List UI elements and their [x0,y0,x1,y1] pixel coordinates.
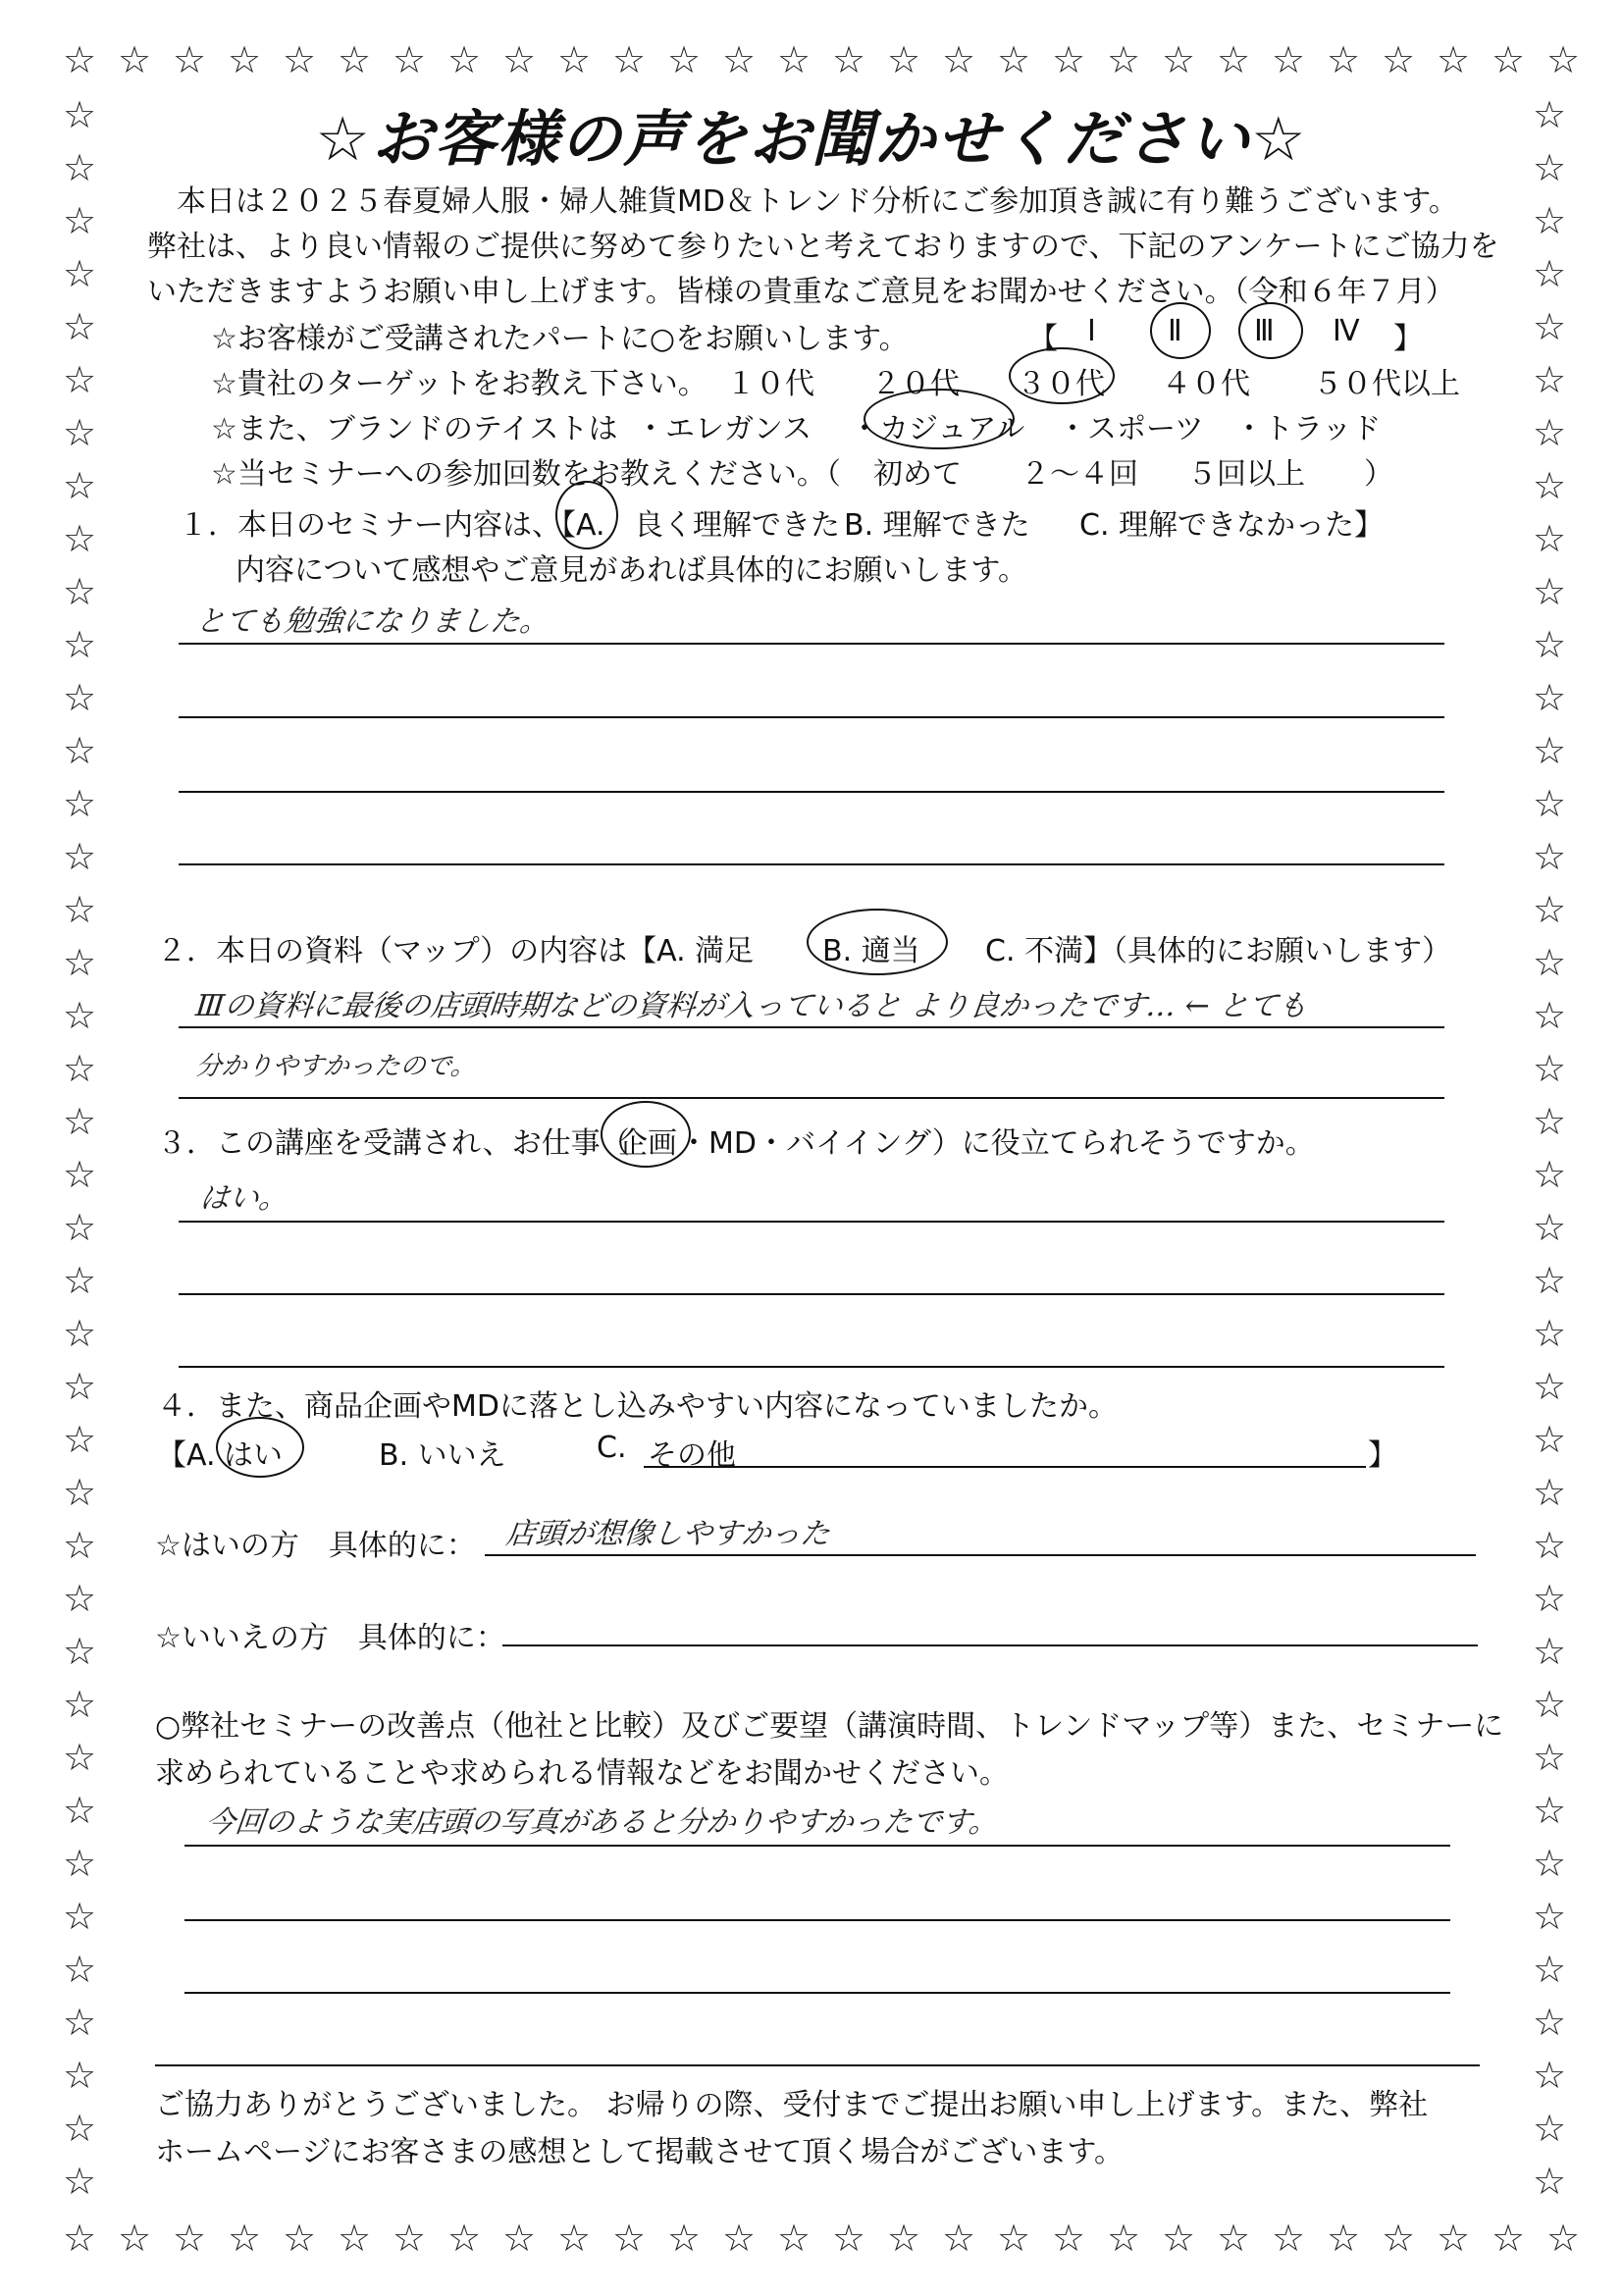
q2-b-circle-mark [807,909,948,975]
border-star: ☆ [447,38,482,81]
border-star: ☆ [63,1789,97,1832]
part-option-1[interactable]: Ⅰ [1087,314,1096,348]
border-star: ☆ [63,252,97,295]
border-star: ☆ [1533,941,1567,984]
border-star: ☆ [63,2217,97,2260]
border-star: ☆ [1533,358,1567,401]
target-30s-circle-mark [1009,347,1115,404]
border-star: ☆ [1437,38,1471,81]
border-star: ☆ [1533,1100,1567,1143]
border-star: ☆ [63,1630,97,1673]
border-star: ☆ [63,1577,97,1620]
q2-answer-1[interactable]: Ⅲの資料に最後の店頭時期などの資料が入っていると より良かったです… ← とても [193,989,1310,1023]
border-star: ☆ [1533,729,1567,772]
border-star: ☆ [63,305,97,348]
intro-line-1: 本日は２０２５春夏婦人服・婦人雑貨MD＆トレンド分析にご参加頂き誠に有り難うございます。 [177,184,1458,219]
border-star: ☆ [63,1895,97,1938]
q1-answer-line-2[interactable] [179,716,1444,718]
border-star: ☆ [667,2217,702,2260]
part-option-4[interactable]: Ⅳ [1333,314,1360,348]
border-star: ☆ [63,888,97,931]
border-star: ☆ [63,623,97,666]
border-star: ☆ [63,1471,97,1514]
q1-answer-line-4[interactable] [179,863,1444,865]
q1-question: １．本日のセミナー内容は、【A. [179,508,605,543]
border-star: ☆ [1492,38,1526,81]
q3-answer-line-3[interactable] [179,1366,1444,1368]
border-star: ☆ [173,38,207,81]
border-star: ☆ [63,570,97,613]
border-star: ☆ [1546,2217,1581,2260]
border-star: ☆ [63,1683,97,1726]
border-star: ☆ [63,1365,97,1408]
border-star: ☆ [63,729,97,772]
target-option-50s-plus[interactable]: ５０代以上 [1313,367,1460,401]
q4-yes-detail-label: ☆はいの方 具体的に： [155,1529,476,1563]
border-star: ☆ [1327,38,1361,81]
border-star: ☆ [612,2217,647,2260]
count-option-first[interactable]: 初めて [873,457,962,492]
border-star: ☆ [1533,570,1567,613]
q4-yes-detail-answer[interactable]: 店頭が想像しやすかった [503,1517,832,1551]
border-star: ☆ [1533,464,1567,507]
q3-question-start: ３．この講座を受講され、お仕事（ [157,1126,630,1161]
improve-question-1: ○弊社セミナーの改善点（他社と比較）及びご要望（講演時間、トレンドマップ等）また、セミナーに [155,1709,1504,1744]
part-option-3[interactable]: Ⅲ [1254,314,1275,348]
border-star: ☆ [63,2054,97,2097]
border-star: ☆ [1533,1736,1567,1779]
border-star: ☆ [63,941,97,984]
footer-divider [155,2064,1480,2066]
border-star: ☆ [502,38,537,81]
border-star: ☆ [1533,1895,1567,1938]
intro-line-2: 弊社は、より良い情報のご提供に努めて参りたいと考えておりますので、下記のアンケートにご協力を [147,230,1499,264]
border-star: ☆ [1437,2217,1471,2260]
q4-option-no[interactable]: B. いいえ [379,1438,506,1473]
border-star: ☆ [667,38,702,81]
border-star: ☆ [63,835,97,878]
border-star: ☆ [1533,252,1567,295]
taste-option-casual[interactable]: ・カジュアル [850,412,1025,446]
q2-question: ２．本日の資料（マップ）の内容は【A. 満足 [157,934,755,968]
border-star: ☆ [228,2217,262,2260]
q1-sub-question: 内容について感想やご意見があれば具体的にお願いします。 [236,553,1027,588]
border-star: ☆ [338,2217,372,2260]
border-star: ☆ [1162,2217,1196,2260]
footer-line-1: ご協力ありがとうございました。 お帰りの際、受付までご提出お願い申し上げます。また、弊社 [155,2088,1429,2122]
improve-question-2: 求められていることや求められる情報などをお聞かせください。 [155,1756,1009,1791]
improve-answer-line-1[interactable] [184,1845,1450,1847]
border-star: ☆ [1533,994,1567,1037]
border-star: ☆ [63,1259,97,1302]
count-option-5plus[interactable]: ５回以上 [1187,457,1305,492]
border-star: ☆ [1533,2001,1567,2044]
q4-option-other-prefix: C. [597,1431,627,1465]
q4-no-detail-label: ☆いいえの方 具体的に： [155,1621,505,1655]
q2-option-c[interactable]: C. 不満】（具体的にお願いします） [985,934,1452,968]
q3-plan-circle-mark [601,1101,691,1168]
border-star: ☆ [1533,1524,1567,1567]
border-star: ☆ [393,38,427,81]
target-option-20s[interactable]: ２０代 [871,367,960,401]
border-star: ☆ [63,676,97,719]
border-star: ☆ [173,2217,207,2260]
border-star: ☆ [942,38,976,81]
q2-option-b[interactable]: B. 適当 [822,934,920,968]
border-star: ☆ [887,2217,921,2260]
border-star: ☆ [283,2217,317,2260]
border-star: ☆ [63,1047,97,1090]
q1-option-a[interactable]: 良く理解できた [634,508,840,543]
q1-option-b[interactable]: B. 理解できた [844,508,1030,543]
part-question: ☆お客様がご受講されたパートに○をお願いします。 [211,322,909,356]
border-star: ☆ [722,38,757,81]
border-star: ☆ [63,464,97,507]
border-star: ☆ [1533,93,1567,136]
border-star: ☆ [722,2217,757,2260]
q4-question: ４．また、商品企画やMDに落とし込みやすい内容になっていましたか。 [157,1389,1118,1424]
border-star: ☆ [942,2217,976,2260]
q1-answer-line-3[interactable] [179,791,1444,793]
border-star: ☆ [63,2001,97,2044]
intro-line-3: いただきますようお願い申し上げます。皆様の貴重なご意見をお聞かせください。（令和６年７月） [147,275,1455,309]
border-star: ☆ [1533,2054,1567,2097]
border-star: ☆ [1533,2160,1567,2203]
part-bracket-close: 】 [1393,322,1423,356]
part-option-2[interactable]: Ⅱ [1168,314,1182,348]
border-star: ☆ [1533,835,1567,878]
border-star: ☆ [1107,2217,1141,2260]
border-star: ☆ [63,1206,97,1249]
border-star: ☆ [1382,2217,1416,2260]
border-star: ☆ [1492,2217,1526,2260]
border-star: ☆ [63,1153,97,1196]
border-star: ☆ [1533,1206,1567,1249]
q4-close: 】 [1368,1438,1397,1473]
part-3-circle-mark [1238,302,1303,359]
q4-no-detail-line[interactable] [502,1644,1478,1646]
border-star: ☆ [832,38,866,81]
border-star: ☆ [832,2217,866,2260]
border-star: ☆ [1533,1259,1567,1302]
border-star: ☆ [1546,38,1581,81]
border-star: ☆ [63,1100,97,1143]
border-star: ☆ [63,93,97,136]
q3-option-plan[interactable]: 企画 [618,1126,677,1161]
q3-answer-line-2[interactable] [179,1293,1444,1295]
border-star: ☆ [777,2217,812,2260]
improve-answer-line-2[interactable] [184,1919,1450,1921]
target-question: ☆貴社のターゲットをお教え下さい。 [211,367,707,401]
q1-answer-line-1[interactable] [179,643,1444,645]
border-star: ☆ [1052,38,1086,81]
border-star: ☆ [1052,2217,1086,2260]
border-star: ☆ [1272,2217,1306,2260]
target-option-30s[interactable]: ３０代 [1017,367,1105,401]
q3-answer-line-1[interactable] [179,1221,1444,1223]
border-star: ☆ [887,38,921,81]
border-star: ☆ [63,1418,97,1461]
target-option-10s[interactable]: １０代 [726,367,814,401]
border-star: ☆ [1533,782,1567,825]
taste-casual-circle-mark [864,389,1015,449]
q4-option-a-prefix: 【A. [157,1438,216,1473]
taste-option-trad[interactable]: ・トラッド [1234,412,1382,446]
border-star: ☆ [557,2217,592,2260]
border-star: ☆ [63,199,97,242]
border-star: ☆ [1382,38,1416,81]
border-star: ☆ [1533,1312,1567,1355]
q2-answer-line-2[interactable] [179,1097,1444,1099]
border-star: ☆ [1533,1630,1567,1673]
border-star: ☆ [338,38,372,81]
count-question: ☆当セミナーへの参加回数をお教えください。（ [211,457,841,492]
border-star: ☆ [63,2107,97,2150]
q4-yes-detail-line[interactable] [485,1554,1476,1556]
border-star: ☆ [1217,38,1251,81]
border-star: ☆ [997,38,1031,81]
border-star: ☆ [1533,1577,1567,1620]
q1-option-c[interactable]: C. 理解できなかった】 [1079,508,1385,543]
q4-option-yes[interactable]: はい [224,1438,283,1473]
part-bracket-open: 【 [1028,322,1058,356]
border-star: ☆ [63,1524,97,1567]
border-star: ☆ [283,38,317,81]
q2-answer-line-1[interactable] [179,1026,1444,1028]
footer-line-2: ホームページにお客さまの感想として掲載させて頂く場合がございます。 [155,2135,1124,2169]
border-star: ☆ [63,1948,97,1991]
taste-question: ☆また、ブランドのテイストは [211,412,618,446]
border-star: ☆ [1533,676,1567,719]
border-star: ☆ [1533,1789,1567,1832]
border-star: ☆ [557,38,592,81]
q1-a-circle-mark [555,481,618,549]
border-star: ☆ [63,517,97,560]
border-star: ☆ [118,38,152,81]
q4-yes-circle-mark [216,1417,304,1478]
border-star: ☆ [1533,888,1567,931]
border-star: ☆ [63,146,97,189]
border-star: ☆ [612,38,647,81]
border-star: ☆ [118,2217,152,2260]
improve-answer[interactable]: 今回のような実店頭の写真があると分かりやすかったです。 [203,1805,1001,1840]
border-star: ☆ [777,38,812,81]
border-star: ☆ [502,2217,537,2260]
border-star: ☆ [63,1842,97,1885]
border-star: ☆ [63,2160,97,2203]
border-star: ☆ [1533,146,1567,189]
border-star: ☆ [1533,1418,1567,1461]
page-title: ☆お客様の声をお聞かせください☆ [315,103,1308,175]
q3-answer[interactable]: はい。 [197,1181,290,1216]
border-star: ☆ [1533,517,1567,560]
border-star: ☆ [1533,1153,1567,1196]
border-star: ☆ [1327,2217,1361,2260]
border-star: ☆ [1107,38,1141,81]
taste-option-elegance[interactable]: ・エレガンス [636,412,812,446]
border-star: ☆ [1217,2217,1251,2260]
border-star: ☆ [1162,38,1196,81]
q2-answer-2[interactable]: 分かりやすかったので。 [194,1052,478,1081]
part-2-circle-mark [1150,302,1211,359]
border-star: ☆ [1533,2107,1567,2150]
border-star: ☆ [1533,411,1567,454]
border-star: ☆ [63,1736,97,1779]
border-star: ☆ [393,2217,427,2260]
border-star: ☆ [63,782,97,825]
border-star: ☆ [63,38,97,81]
border-star: ☆ [1533,1365,1567,1408]
border-star: ☆ [63,358,97,401]
border-star: ☆ [1533,1047,1567,1090]
border-star: ☆ [63,411,97,454]
q1-answer[interactable]: とても勉強になりました。 [193,604,551,639]
improve-answer-line-3[interactable] [184,1992,1450,1994]
border-star: ☆ [228,38,262,81]
border-star: ☆ [1533,1842,1567,1885]
border-star: ☆ [63,994,97,1037]
border-star: ☆ [1533,1948,1567,1991]
count-option-2to4[interactable]: ２～４回 [1021,457,1138,492]
q3-question-end: ・MD・バイイング）に役立てられそうですか。 [679,1126,1315,1161]
target-option-40s[interactable]: ４０代 [1162,367,1250,401]
border-star: ☆ [1272,38,1306,81]
border-star: ☆ [1533,1471,1567,1514]
border-star: ☆ [1533,623,1567,666]
q4-option-other[interactable]: その他 [648,1438,736,1473]
border-star: ☆ [997,2217,1031,2260]
border-star: ☆ [447,2217,482,2260]
taste-option-sports[interactable]: ・スポーツ [1058,412,1204,446]
border-star: ☆ [63,1312,97,1355]
border-star: ☆ [1533,305,1567,348]
border-star: ☆ [1533,199,1567,242]
count-close: ） [1364,457,1393,492]
border-star: ☆ [1533,1683,1567,1726]
q4-other-field[interactable] [644,1466,1366,1468]
